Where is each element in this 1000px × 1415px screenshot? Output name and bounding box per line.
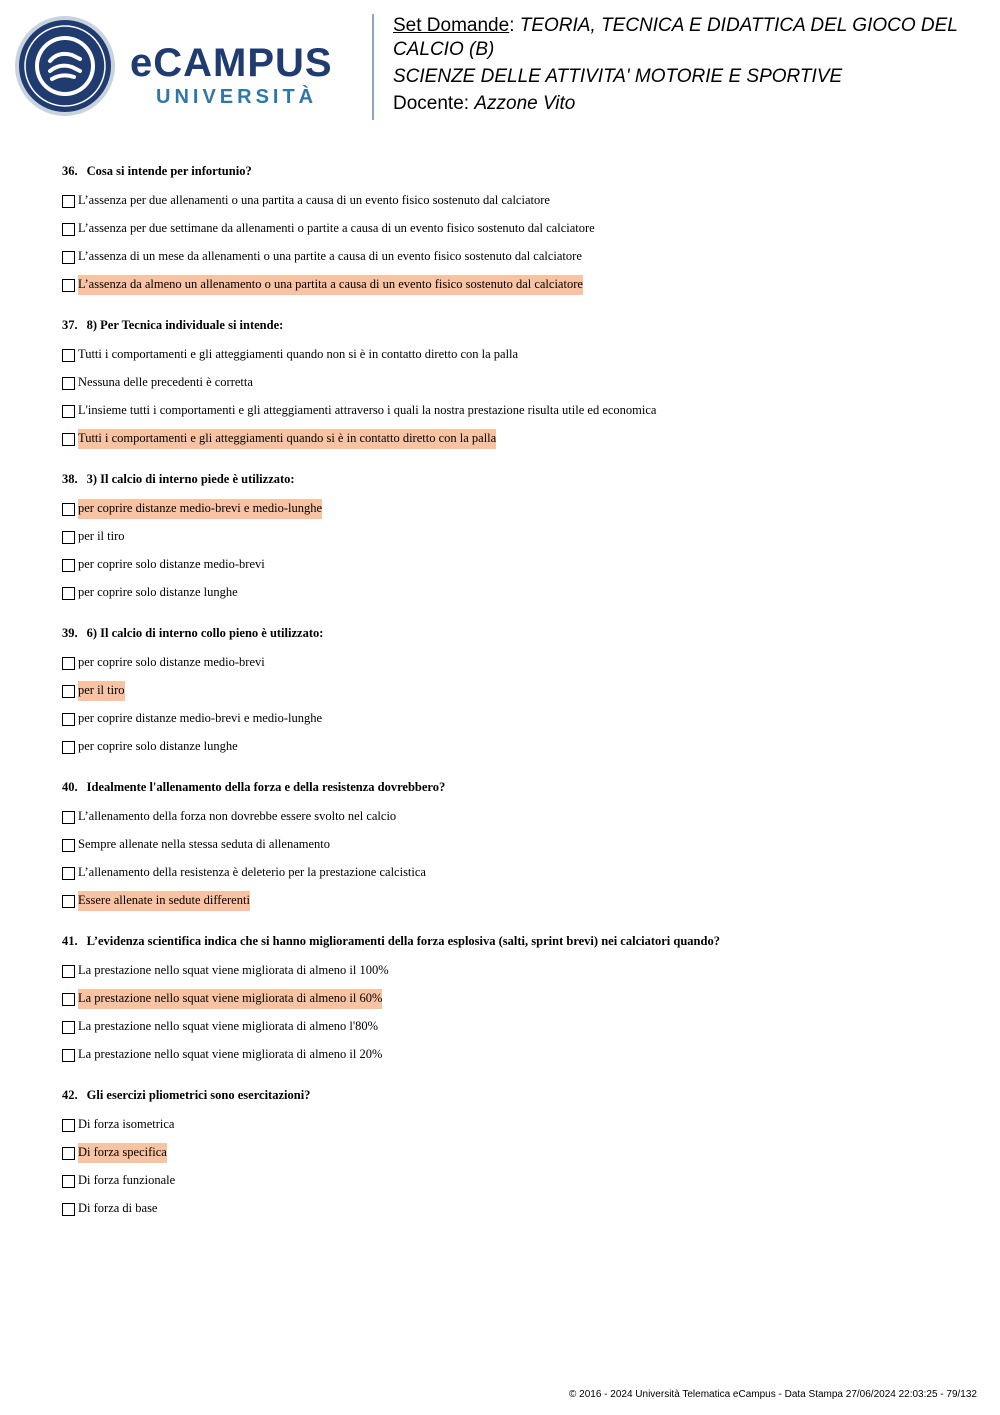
answer-option[interactable] xyxy=(62,649,962,677)
answer-text: per coprire solo distanze lunghe xyxy=(78,739,238,753)
question-41 xyxy=(62,932,962,1069)
answer-option[interactable] xyxy=(62,1167,962,1195)
question-title xyxy=(62,624,962,642)
question-40 xyxy=(62,778,962,915)
answer-text: per il tiro xyxy=(78,529,125,543)
question-number: 36. xyxy=(62,164,78,178)
question-text: L’evidenza scientifica indica che si hanno miglioramenti della forza esplosiva (salti, sprint brevi) nei calciatori quando? xyxy=(86,934,720,948)
answer-option[interactable] xyxy=(62,369,962,397)
question-number: 37. xyxy=(62,318,78,332)
answer-option[interactable] xyxy=(62,495,962,523)
answer-text: per coprire solo distanze lunghe xyxy=(78,585,238,599)
answer-checkbox[interactable] xyxy=(62,1021,75,1034)
answer-checkbox[interactable] xyxy=(62,587,75,600)
answer-checkbox[interactable] xyxy=(62,839,75,852)
answer-option[interactable] xyxy=(62,887,962,915)
answer-checkbox[interactable] xyxy=(62,657,75,670)
answer-text: Di forza di base xyxy=(78,1201,158,1215)
answer-text: Nessuna delle precedenti è corretta xyxy=(78,375,253,389)
set-title-line: Set Domande: TEORIA, TECNICA E DIDATTICA DEL GIOCO DEL CALCIO (B) xyxy=(393,15,958,60)
answer-text: L'insieme tutti i comportamenti e gli atteggiamenti attraverso i quali la nostra prestazione risulta utile ed economica xyxy=(78,403,657,417)
teacher-line xyxy=(393,92,983,116)
answer-option[interactable] xyxy=(62,397,962,425)
answer-checkbox[interactable] xyxy=(62,349,75,362)
answer-option[interactable] xyxy=(62,1041,962,1069)
question-37 xyxy=(62,316,962,453)
question-text: 3) Il calcio di interno piede è utilizzato: xyxy=(86,472,295,486)
question-list xyxy=(62,162,962,1240)
course-name: SCIENZE DELLE ATTIVITA' MOTORIE E SPORTIVE xyxy=(393,66,843,87)
answer-option[interactable] xyxy=(62,215,962,243)
answer-option[interactable] xyxy=(62,957,962,985)
header-info xyxy=(393,14,983,119)
brand-name: eCAMPUS xyxy=(130,41,333,85)
answer-option[interactable] xyxy=(62,579,962,607)
answer-checkbox[interactable] xyxy=(62,405,75,418)
correct-answer-text: per coprire distanze medio-brevi e medio-lunghe xyxy=(78,499,322,519)
answer-text: L’allenamento della forza non dovrebbe essere svolto nel calcio xyxy=(78,809,397,823)
correct-answer-text: L’assenza da almeno un allenamento o una partita a causa di un evento fisico sostenuto dal calciatore xyxy=(78,275,583,295)
question-number: 39. xyxy=(62,626,78,640)
question-number: 40. xyxy=(62,780,78,794)
question-36 xyxy=(62,162,962,299)
question-title xyxy=(62,932,962,950)
answer-checkbox[interactable] xyxy=(62,377,75,390)
correct-answer-text: Tutti i comportamenti e gli atteggiamenti quando si è in contatto diretto con la palla xyxy=(78,429,496,449)
brand-subtitle: UNIVERSITÀ xyxy=(156,86,318,108)
answer-checkbox[interactable] xyxy=(62,1119,75,1132)
answer-checkbox[interactable] xyxy=(62,1049,75,1062)
answer-text: La prestazione nello squat viene migliorata di almeno il 100% xyxy=(78,963,389,977)
question-number: 41. xyxy=(62,934,78,948)
answer-checkbox[interactable] xyxy=(62,531,75,544)
answer-checkbox[interactable] xyxy=(62,993,75,1006)
answer-option[interactable] xyxy=(62,1111,962,1139)
answer-option[interactable] xyxy=(62,425,962,453)
answer-text: Di forza funzionale xyxy=(78,1173,176,1187)
answer-option[interactable] xyxy=(62,859,962,887)
answer-option[interactable] xyxy=(62,551,962,579)
answer-text: per coprire distanze medio-brevi e medio-lunghe xyxy=(78,711,323,725)
answer-checkbox[interactable] xyxy=(62,811,75,824)
question-text: Gli esercizi pliometrici sono esercitazioni? xyxy=(86,1088,311,1102)
answer-checkbox[interactable] xyxy=(62,1175,75,1188)
answer-checkbox[interactable] xyxy=(62,251,75,264)
answer-text: per coprire solo distanze medio-brevi xyxy=(78,557,265,571)
answer-checkbox[interactable] xyxy=(62,895,75,908)
question-text: 8) Per Tecnica individuale si intende: xyxy=(86,318,284,332)
question-title xyxy=(62,162,962,180)
set-label: Set Domande xyxy=(393,15,510,36)
correct-answer-text: Di forza specifica xyxy=(78,1143,167,1163)
answer-option[interactable] xyxy=(62,243,962,271)
answer-text: Tutti i comportamenti e gli atteggiamenti quando non si è in contatto diretto con la palla xyxy=(78,347,519,361)
question-title xyxy=(62,1086,962,1104)
answer-checkbox[interactable] xyxy=(62,685,75,698)
question-38 xyxy=(62,470,962,607)
question-text: Cosa si intende per infortunio? xyxy=(86,164,252,178)
question-title xyxy=(62,470,962,488)
answer-checkbox[interactable] xyxy=(62,223,75,236)
question-number: 42. xyxy=(62,1088,78,1102)
header-divider xyxy=(372,14,374,120)
answer-text: La prestazione nello squat viene migliorata di almeno il 20% xyxy=(78,1047,383,1061)
correct-answer-text: La prestazione nello squat viene migliorata di almeno il 60% xyxy=(78,989,382,1009)
question-39 xyxy=(62,624,962,761)
question-title xyxy=(62,778,962,796)
answer-checkbox[interactable] xyxy=(62,741,75,754)
answer-option[interactable] xyxy=(62,803,962,831)
answer-checkbox[interactable] xyxy=(62,433,75,446)
question-text: Idealmente l'allenamento della forza e della resistenza dovrebbero? xyxy=(86,780,446,794)
answer-text: La prestazione nello squat viene migliorata di almeno l'80% xyxy=(78,1019,379,1033)
answer-text: L’allenamento della resistenza è deleterio per la prestazione calcistica xyxy=(78,865,426,879)
answer-checkbox[interactable] xyxy=(62,867,75,880)
set-title: TEORIA, TECNICA E DIDATTICA DEL GIOCO DEL CALCIO (B) xyxy=(393,15,958,60)
answer-checkbox[interactable] xyxy=(62,965,75,978)
answer-checkbox[interactable] xyxy=(62,503,75,516)
question-42 xyxy=(62,1086,962,1223)
answer-option[interactable] xyxy=(62,523,962,551)
answer-text: Di forza isometrica xyxy=(78,1117,175,1131)
answer-checkbox[interactable] xyxy=(62,195,75,208)
answer-option[interactable] xyxy=(62,187,962,215)
answer-text: L’assenza di un mese da allenamenti o una partite a causa di un evento fisico sostenuto dal calciatore xyxy=(78,249,582,263)
answer-checkbox[interactable] xyxy=(62,1147,75,1160)
question-title xyxy=(62,316,962,334)
answer-option[interactable] xyxy=(62,1195,962,1223)
correct-answer-text: per il tiro xyxy=(78,681,125,701)
teacher-name: Azzone Vito xyxy=(474,93,576,114)
correct-answer-text: Essere allenate in sedute differenti xyxy=(78,891,250,911)
answer-text: Sempre allenate nella stessa seduta di allenamento xyxy=(78,837,330,851)
question-text: 6) Il calcio di interno collo pieno è utilizzato: xyxy=(86,626,324,640)
answer-option[interactable] xyxy=(62,1139,962,1167)
page-footer: © 2016 - 2024 Università Telematica eCampus - Data Stampa 27/06/2024 22:03:25 - 79/132 xyxy=(569,1389,977,1400)
question-number: 38. xyxy=(62,472,78,486)
answer-option[interactable] xyxy=(62,705,962,733)
page-header xyxy=(0,0,1000,130)
answer-text: L’assenza per due settimane da allenamenti o partite a causa di un evento fisico sostenuto dal calciatore xyxy=(78,221,595,235)
answer-option[interactable] xyxy=(62,985,962,1013)
ecampus-wordmark xyxy=(130,40,360,112)
answer-option[interactable] xyxy=(62,733,962,761)
answer-option[interactable] xyxy=(62,271,962,299)
ecampus-seal-logo xyxy=(14,15,116,117)
answer-checkbox[interactable] xyxy=(62,559,75,572)
answer-text: per coprire solo distanze medio-brevi xyxy=(78,655,265,669)
answer-checkbox[interactable] xyxy=(62,279,75,292)
answer-option[interactable] xyxy=(62,677,962,705)
answer-option[interactable] xyxy=(62,341,962,369)
teacher-label: Docente: xyxy=(393,93,470,114)
answer-text: L’assenza per due allenamenti o una partita a causa di un evento fisico sostenuto dal calciatore xyxy=(78,193,550,207)
answer-checkbox[interactable] xyxy=(62,1203,75,1216)
answer-option[interactable] xyxy=(62,1013,962,1041)
answer-option[interactable] xyxy=(62,831,962,859)
answer-checkbox[interactable] xyxy=(62,713,75,726)
